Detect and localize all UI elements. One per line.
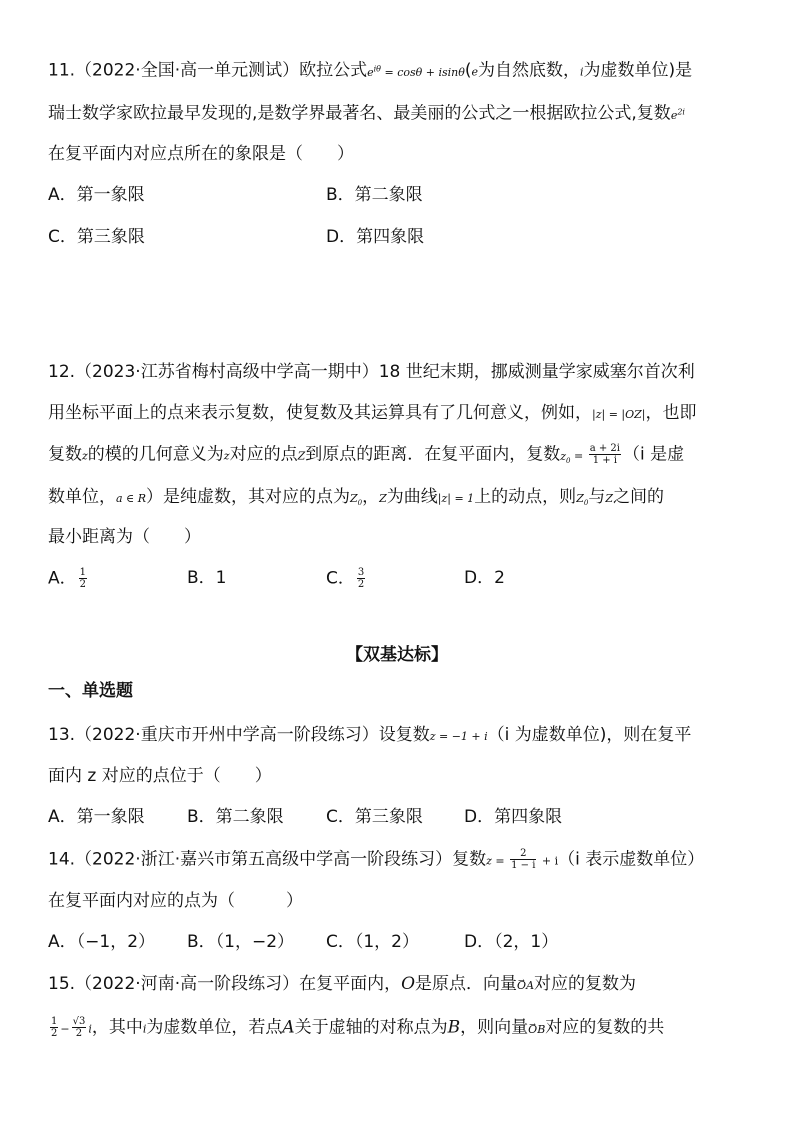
q14-fraction: $\frac{2}{1 - i}$: [511, 848, 536, 871]
q12-line1: 12.（2023·江苏省梅村高级中学高一期中）18 世纪末期，挪威测量学家威塞尔首次利: [48, 362, 695, 382]
q14-option-c: C．（1，2）: [326, 932, 420, 952]
q14-option-b: B．（1，−2）: [187, 932, 295, 952]
vector-ob: → OB: [528, 1023, 545, 1036]
q11-line3: 在复平面内对应点所在的象限是（ ）: [48, 144, 354, 164]
section-title: 【双基达标】: [346, 645, 448, 665]
q11-option-b: B．第二象限: [326, 185, 423, 205]
q14-line1: 14.（2022·浙江·嘉兴市第五高级中学高一阶段练习）复数z = $\frac{2}{1 - i}$ + i（i 表示虚数单位）: [48, 848, 705, 871]
q13-line2: 面内 z 对应的点位于（ ）: [48, 766, 272, 786]
q14-option-d: D．（2，1）: [464, 932, 559, 952]
euler-formula: $e^{i\theta} = \cos\theta + isin\theta$: [367, 64, 465, 79]
section-subtitle: 一、单选题: [48, 681, 133, 701]
q14-option-a: A．（−1，2）: [48, 932, 156, 952]
q12-line5: 最小距离为（ ）: [48, 527, 201, 547]
q12-fraction: $\frac{a + 2i}{1 + i}$: [589, 443, 620, 466]
q13-formula: z = −1 + i: [429, 730, 488, 743]
q15-line1: 15.（2022·河南·高一阶段练习）在复平面内，O是原点．向量→ OA对应的复数为: [48, 973, 636, 997]
q15-line2: $\frac{1}{2}$ − $\frac{√3}{2}$ i，其中i为虚数单位，若点A关于虚轴的对称点为B，则向量→ OB对应的复数的共: [48, 1016, 664, 1041]
q12-option-c: C． $\frac{3}{2}$: [326, 567, 365, 590]
complex-e2i: $e^{2i}$: [670, 107, 685, 122]
q11-stem: 11.（2022·全国·高一单元测试）欧拉公式: [48, 60, 368, 81]
q11-line2: 瑞士数学家欧拉最早发现的,是数学界最著名、最美丽的公式之一根据欧拉公式,复数$e^{2i}$: [48, 103, 685, 124]
vector-oa: → OA: [517, 979, 534, 992]
q13-line1: 13.（2022·重庆市开州中学高一阶段练习）设复数z = −1 + i（i 为虚数单位)，则在复平: [48, 725, 692, 745]
q11-option-c: C．第三象限: [48, 227, 145, 247]
q11-option-a: A．第一象限: [48, 185, 145, 205]
z0-symbol: $z_0$: [560, 449, 571, 465]
q12-line2: 用坐标平面上的点来表示复数，使复数及其运算具有了几何意义，例如，|z| = |OZ|，也即: [48, 403, 697, 423]
q13-option-c: C．第三象限: [326, 807, 423, 827]
q12-option-d: D．2: [464, 568, 505, 588]
q12-option-b: B．1: [187, 568, 227, 588]
q11-line1: 11.（2022·全国·高一单元测试）欧拉公式$e^{i\theta} = \cos\theta + isin\theta(e$为自然底数，i为虚数单位)是: [48, 60, 693, 81]
q14-line2: 在复平面内对应的点为（ ）: [48, 891, 303, 911]
i-symbol: i: [580, 65, 584, 79]
e-symbol: e: [471, 65, 479, 79]
q12-line3: 复数z的模的几何意义为z对应的点Z到原点的距离．在复平面内，复数$z_0$ = $\frac{a + 2i}{1 + i}$ （i 是虚: [48, 443, 685, 466]
q13-option-b: B．第二象限: [187, 807, 284, 827]
q12-option-a: A． $\frac{1}{2}$: [48, 567, 87, 590]
modulus-formula: |z| = |OZ|: [592, 408, 646, 421]
curve-formula: |z| = 1: [437, 492, 475, 505]
q12-line4: 数单位，a ∈ R）是纯虚数，其对应的点为$Z_0$，Z为曲线|z| = 1上的动点，则$Z_0$与Z之间的: [48, 487, 664, 508]
q13-option-d: D．第四象限: [464, 807, 563, 827]
q11-option-d: D．第四象限: [326, 227, 425, 247]
q13-option-a: A．第一象限: [48, 807, 145, 827]
